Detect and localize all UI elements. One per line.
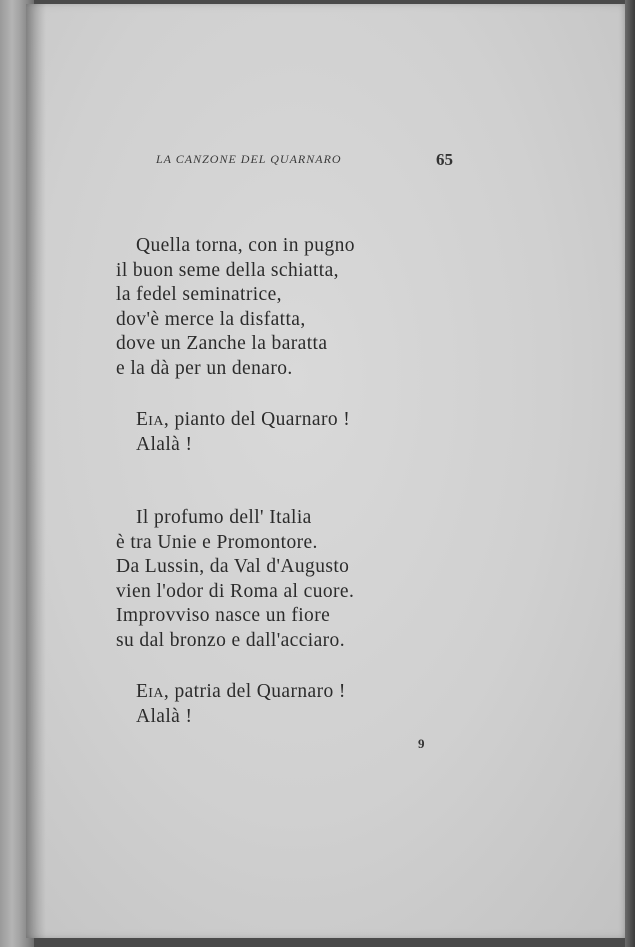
refrain-line-rest: , pianto del Quarnaro ! — [163, 409, 351, 430]
running-title: LA CANZONE DEL QUARNARO — [156, 152, 342, 166]
refrain-2 — [116, 680, 346, 729]
verse-line: vien l'odor di Roma al cuore. — [116, 580, 355, 602]
signature-mark: 9 — [418, 736, 425, 751]
refrain-line — [116, 680, 346, 705]
verse-line: è tra Unie e Promontore. — [116, 531, 318, 553]
refrain-alala: Alalà ! — [136, 705, 193, 727]
page-number: 65 — [436, 150, 453, 169]
page-edge-shadow — [625, 0, 635, 947]
refrain-line-rest: , patria del Quarnaro ! — [163, 681, 346, 702]
verse-line: Il profumo dell' Italia — [136, 507, 312, 528]
stanza-1 — [116, 234, 355, 382]
verse-line: dove un Zanche la baratta — [116, 333, 328, 355]
verse-line: Da Lussin, da Val d'Augusto — [116, 556, 350, 578]
verse-line: dov'è merce la disfatta, — [116, 308, 306, 330]
refrain-1 — [116, 408, 350, 457]
verse-line: Quella torna, con in pugno — [136, 235, 355, 256]
stanza-2 — [116, 506, 354, 654]
paper-page — [26, 4, 626, 938]
verse-line: Improvviso nasce un fiore — [116, 605, 331, 627]
refrain-alala: Alalà ! — [136, 433, 193, 455]
refrain-line — [116, 408, 350, 433]
verse-line: e la dà per un denaro. — [116, 357, 293, 379]
verse-line: su dal bronzo e dall'acciaro. — [116, 629, 345, 651]
gutter-shadow — [26, 4, 46, 938]
refrain-eia: Eia — [136, 409, 164, 430]
refrain-eia: Eia — [136, 681, 164, 702]
verse-line: il buon seme della schiatta, — [116, 259, 339, 281]
verse-line: la fedel seminatrice, — [116, 284, 282, 306]
